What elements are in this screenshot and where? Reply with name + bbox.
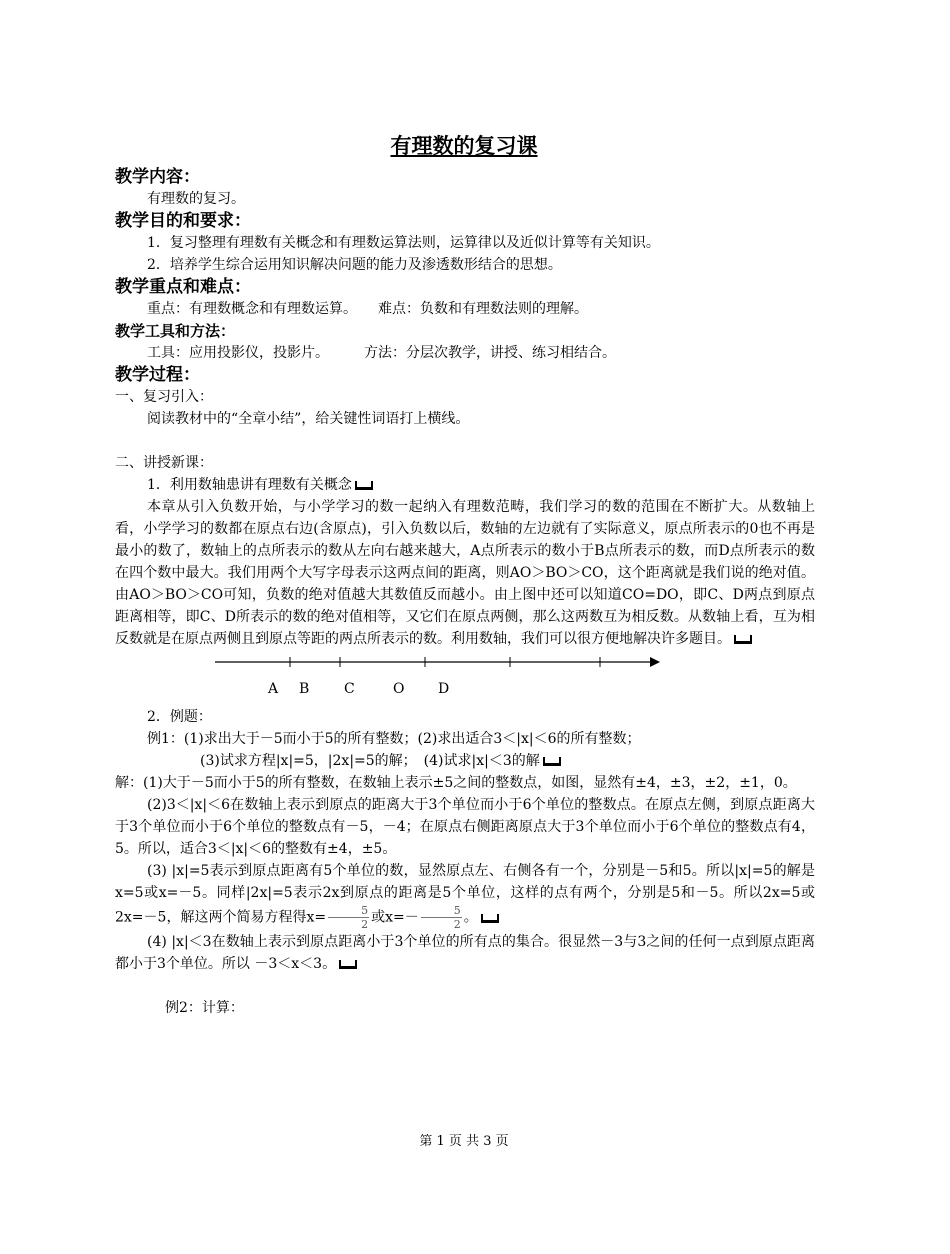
item1-paragraph [115,496,815,650]
fraction-five-halves [421,904,462,931]
paragraph-mark-icon [734,635,752,644]
example1-line2 [115,750,815,772]
process-heading: 教学过程： [115,365,200,385]
goal-2: 2．培养学生综合运用知识解决问题的能力及渗透数形结合的思想。 [147,257,562,273]
keypoints-heading: 教学重点和难点： [115,277,251,297]
fraction-five-halves [328,904,369,931]
page-footer: 第 1 页 共 3 页 [419,1134,509,1149]
content-text: 有理数的复习。 [147,191,245,207]
goal-1: 1．复习整理有理数有关概念和有理数运算法则，运算律以及近似计算等有关知识。 [147,235,660,251]
number-line [115,650,815,706]
solution-4 [115,931,815,975]
keypoints-text: 重点：有理数概念和有理数运算。 难点：负数和有理数法则的理解。 [147,301,588,317]
review-text: 阅读教材中的“全章小结”，给关键性词语打上横线。 [147,411,470,427]
solution-4-text: (4) |x|＜3在数轴上表示到原点距离小于3个单位的所有点的集合。很显然－3与3之间的任何一点到原点距离都小于3个单位。所以 －3＜x＜3。 [115,934,815,972]
fraction-denominator: 2 [453,918,461,931]
axis-label-d: D [438,681,450,697]
paragraph-mark-icon [481,914,499,923]
new-lesson-title: 二、讲授新课： [115,455,213,471]
review-title: 一、复习引入： [115,389,213,405]
example2: 例2：计算： [165,1000,244,1016]
content-heading: 教学内容： [115,167,200,187]
item1-paragraph-text: 本章从引入负数开始，与小学学习的数一起纳入有理数范畴，我们学习的数的范围在不断扩大。从数轴上看，小学学习的数都在原点右边(含原点)，引入负数以后，数轴的左边就有了实际意义，原点所表示的0也不再是最小的数了，数轴上的点所表示的数从左向右越来越大，A点所表示的数小于B点所表示的数，而D点所表示的数在四个数中最大。我们用两个大写字母表示这两点间的距离，则AO＞BO＞CO，这个距离就是我们说的绝对值。由AO＞BO＞CO可知，负数的绝对值越大其数值反而越小。由上图中还可以知道CO=DO，即C、D两点到原点距离相等，即C、D所表示的数的绝对值相等，又它们在原点两侧，那么这两数互为相反数。从数轴上看，互为相反数就是在原点两侧且到原点等距的两点所表示的数。利用数轴，我们可以很方便地解决许多题目。 [115,499,815,647]
example1-line1: 例1：(1)求出大于－5而小于5的所有整数；(2)求出适合3＜|x|＜6的所有整数； [147,731,641,747]
axis-label-c: C [344,681,355,697]
item2-title: 2．例题： [147,709,212,725]
axis-label-b: B [299,681,310,697]
solution-1: 解：(1)大于－5而小于5的所有整数，在数轴上表示±5之间的整数点，如图，显然有±4，±3，±2，±1，0。 [115,775,797,791]
document-body [115,166,815,1019]
goals-heading: 教学目的和要求： [115,211,251,231]
tools-heading: 教学工具和方法： [115,322,236,340]
spacer [115,430,815,452]
axis-label-a: A [268,681,279,697]
page-title: 有理数的复习课 [390,134,538,158]
spacer [115,975,815,997]
fraction-numerator: 5 [328,904,369,918]
paragraph-mark-icon [355,481,373,490]
axis-arrow-icon [650,657,660,667]
number-line-axis [210,650,670,680]
solution-2: (2)3＜|x|＜6在数轴上表示到原点的距离大于3个单位而小于6个单位的整数点。在原点左侧，到原点距离大于3个单位而小于6个单位的整数点有－5，－4；在原点右侧距离原点大于3个单位而小于6个单位的整数点有4，5。所以，适合3＜|x|＜6的整数有±4，±5。 [115,797,815,857]
axis-label-o: O [393,681,405,697]
solution-3-end: 。 [463,909,478,926]
item1-title [115,474,815,496]
fraction-denominator: 2 [361,918,369,931]
paragraph-mark-icon [339,960,357,969]
example1-line2-text: (3)试求方程|x|=5，|2x|=5的解； (4)试求|x|＜3的解 [200,753,540,769]
solution-3-text: (3) |x|=5表示到原点距离有5个单位的数，显然原点左、右侧各有一个，分别是－5和5。所以|x|=5的解是x=5或x=－5。同样|2x|=5表示2x到原点的距离是5个单位，这样的点有两个，分别是5和－5。所以2x=5或2x=－5，解这两个简易方程得x= [115,863,815,926]
solution-3-or: 或x=－ [371,909,419,926]
paragraph-mark-icon [543,757,561,766]
solution-3 [115,860,815,931]
fraction-numerator: 5 [421,904,462,918]
item1-title-text: 1．利用数轴患讲有理数有关概念 [147,477,352,493]
tools-text: 工具：应用投影仪，投影片。 方法：分层次教学，讲授、练习相结合。 [147,345,616,361]
